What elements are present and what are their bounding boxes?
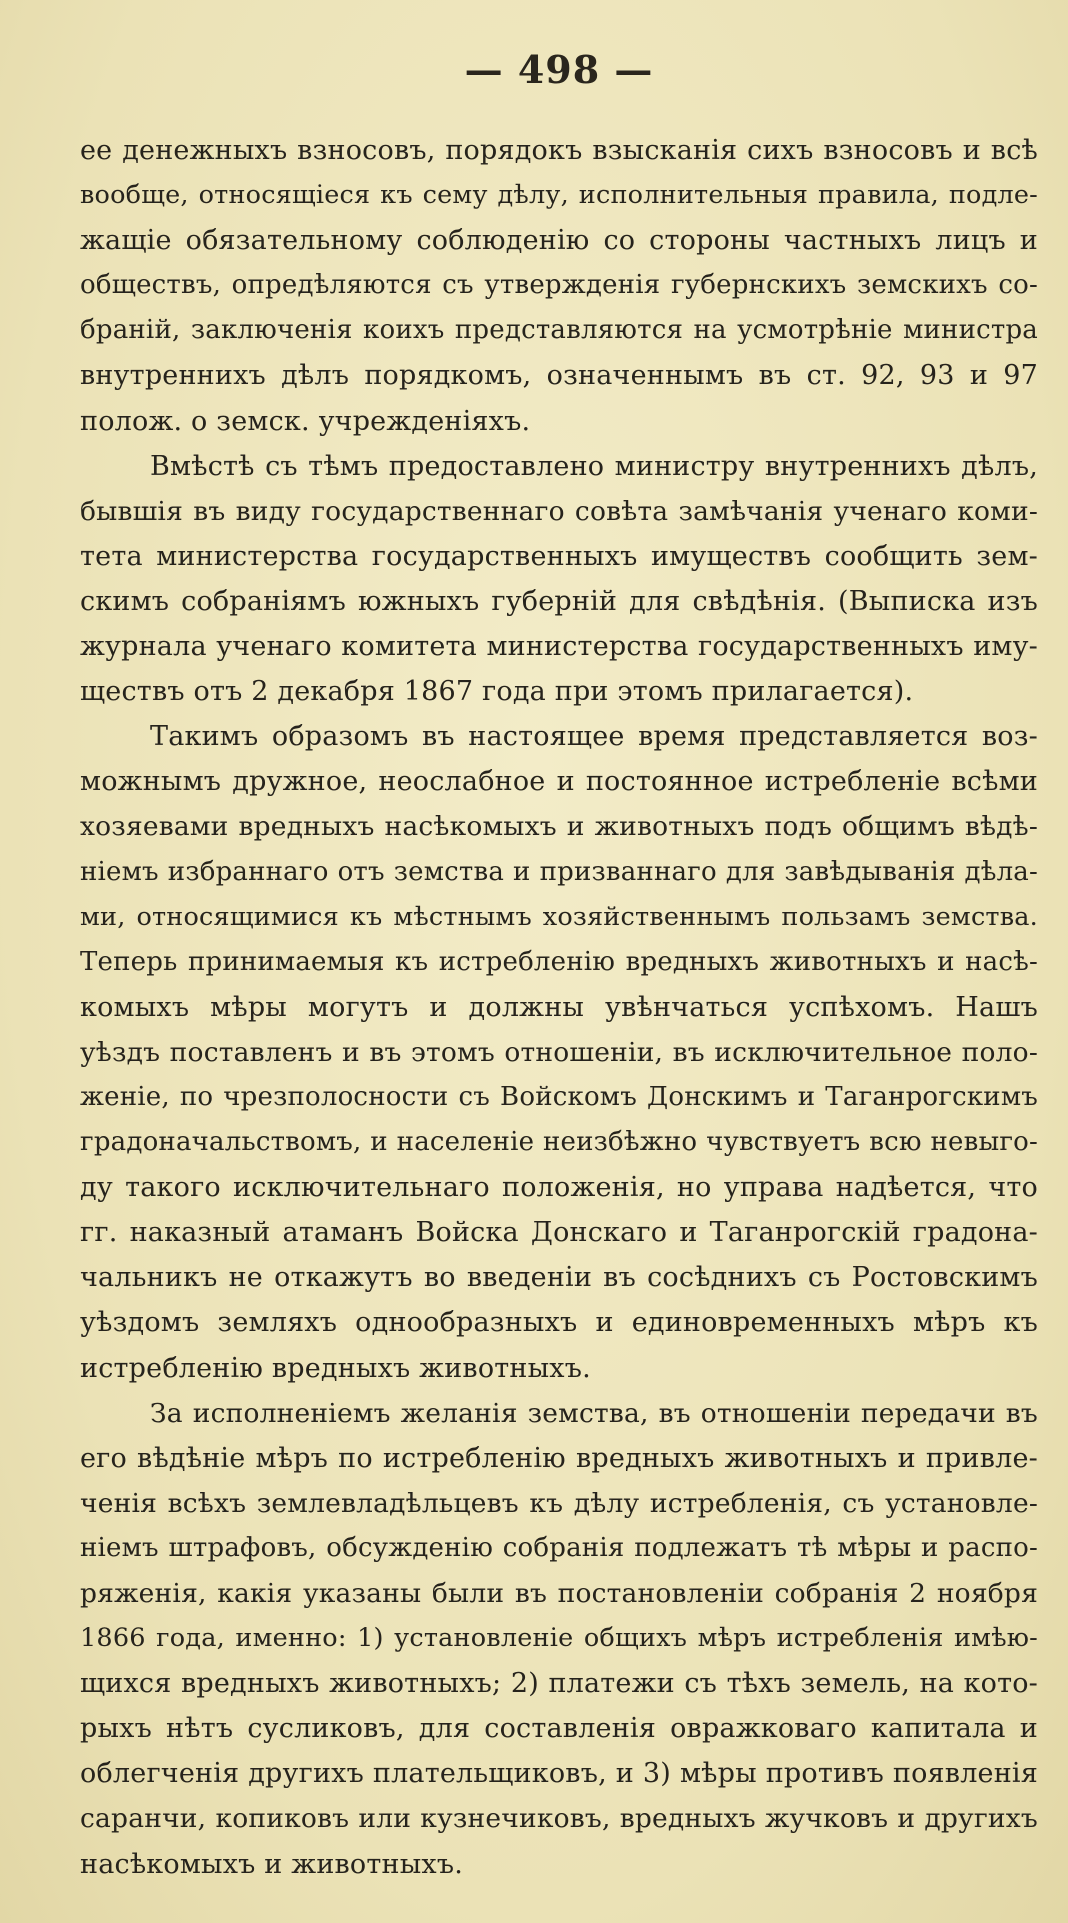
text-line: бывшія въ виду государственнаго совѣта замѣчанія ученаго коми- (80, 495, 1038, 527)
text-line: Теперь принимаемыя къ истребленію вредныхъ животныхъ и насѣ- (80, 946, 1038, 977)
text-line: жащіе обязательному соблюденію со стороны частныхъ лицъ и (80, 225, 1038, 257)
text-line: ми, относящимися къ мѣстнымъ хозяйственнымъ пользамъ земства. (80, 901, 1038, 932)
text-line: полож. о земск. учрежденіяхъ. (80, 405, 531, 437)
text-line: комыхъ мѣры могутъ и должны увѣнчаться успѣхомъ. Нашъ (80, 991, 1038, 1023)
text-line: ду такого исключительнаго положенія, но управа надѣется, что (80, 1172, 1038, 1204)
text-body (80, 128, 1038, 1887)
text-line: ніемъ штрафовъ, обсужденію собранія подлежатъ тѣ мѣры и распо- (80, 1532, 1038, 1563)
text-line: Вмѣстѣ съ тѣмъ предоставлено министру внутреннихъ дѣлъ, (150, 450, 1038, 482)
text-line: хозяевами вредныхъ насѣкомыхъ и животныхъ подъ общимъ вѣдѣ- (80, 811, 1038, 843)
text-line: щихся вредныхъ животныхъ; 2) платежи съ тѣхъ земель, на кото- (80, 1668, 1038, 1700)
text-line: градоначальствомъ, и населеніе неизбѣжно чувствуетъ всю невыго- (80, 1127, 1038, 1158)
paragraph-4 (80, 1391, 1038, 1887)
text-line: саранчи, копиковъ или кузнечиковъ, вредныхъ жучковъ и другихъ (80, 1803, 1038, 1835)
text-line: уѣздъ поставленъ и въ этомъ отношеніи, въ исключительное поло- (80, 1036, 1038, 1068)
text-line: уѣздомъ земляхъ однообразныхъ и единовременныхъ мѣръ къ (80, 1307, 1038, 1339)
text-line: гг. наказный атаманъ Войска Донскаго и Таганрогскій градона- (80, 1217, 1038, 1249)
text-line: внутреннихъ дѣлъ порядкомъ, означеннымъ въ ст. 92, 93 и 97 (80, 360, 1038, 392)
text-line: истребленію вредныхъ животныхъ. (80, 1352, 591, 1384)
document-page (80, 40, 1038, 1883)
text-line: рыхъ нѣтъ сусликовъ, для составленія овражковаго капитала и (80, 1713, 1038, 1745)
text-line: браній, заключенія коихъ представляются на усмотрѣніе министра (80, 315, 1038, 346)
text-line: вообще, относящіеся къ сему дѣлу, исполнительныя правила, подле- (80, 180, 1038, 211)
text-line: ряженія, какія указаны были въ постановленіи собранія 2 ноября (80, 1578, 1038, 1609)
text-line: ніемъ избраннаго отъ земства и призваннаго для завѣдыванія дѣла- (80, 856, 1038, 887)
text-line: скимъ собраніямъ южныхъ губерній для свѣдѣнія. (Выписка изъ (80, 585, 1038, 617)
text-line: ченія всѣхъ землевладѣльцевъ къ дѣлу истребленія, съ установле- (80, 1487, 1038, 1519)
text-line: тета министерства государственныхъ имуществъ сообщить зем- (80, 540, 1038, 572)
text-line: обществъ, опредѣляются съ утвержденія губернскихъ земскихъ со- (80, 270, 1038, 301)
text-line: ществъ отъ 2 декабря 1867 года при этомъ прилагается). (80, 676, 914, 708)
text-line: 1866 года, именно: 1) установленіе общихъ мѣръ истребленія имѣю- (80, 1623, 1038, 1654)
paragraph-2 (80, 444, 1038, 715)
text-line: Такимъ образомъ въ настоящее время представляется воз- (150, 721, 1038, 753)
text-line: можнымъ дружное, неослабное и постоянное истребленіе всѣми (80, 766, 1038, 798)
paragraph-1 (80, 128, 1038, 444)
text-line: ее денежныхъ взносовъ, порядокъ взысканія сихъ взносовъ и всѣ (80, 135, 1038, 166)
text-line: чальникъ не откажутъ во введеніи въ сосѣднихъ съ Ростовскимъ (80, 1262, 1038, 1294)
text-line: журнала ученаго комитета министерства государственныхъ иму- (80, 631, 1038, 663)
page-number: — 498 — (464, 47, 654, 92)
paragraph-3 (80, 714, 1038, 1390)
text-line: насѣкомыхъ и животныхъ. (80, 1848, 463, 1880)
text-line: женіе, по чрезполосности съ Войскомъ Донскимъ и Таганрогскимъ (80, 1081, 1038, 1112)
text-line: облегченія другихъ плательщиковъ, и 3) мѣры противъ появленія (80, 1758, 1038, 1790)
text-line: его вѣдѣніе мѣръ по истребленію вредныхъ животныхъ и привле- (80, 1442, 1038, 1474)
text-line: За исполненіемъ желанія земства, въ отношеніи передачи въ (150, 1397, 1038, 1429)
